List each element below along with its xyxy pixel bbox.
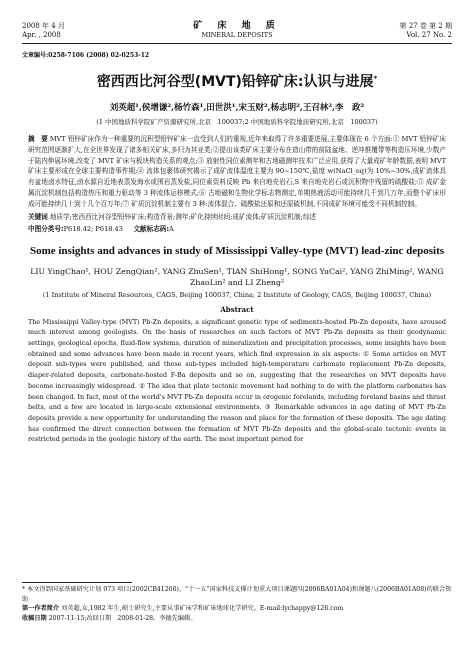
article-number: 文章编号:0258-7106 (2008) 02-0253-12 — [22, 52, 150, 59]
doc-code-value: A — [169, 224, 174, 233]
affiliation-cn: (1 中国地质科学院矿产资源研究所,北京 100037;2 中国地质科学院地质研究所,北京 100037) — [96, 118, 378, 126]
title-cn-text: 密西西比河谷型(MVT)铅锌矿床:认识与进展 — [96, 74, 374, 90]
header-volume — [332, 22, 452, 40]
journal-name-cn: 矿 床 地 质 — [193, 21, 281, 31]
classification-value: P618.42; P618.43 — [63, 224, 123, 233]
footnote-dates — [22, 614, 452, 624]
affiliation-en: (1 Institute of Mineral Resources, CAGS, Beijing 100037, China; 2 Institute of Geology, CAGS, Beijing 100037, China) — [42, 290, 432, 299]
authors-en: LIU YingChao¹, HOU ZengQian², YANG ZhuSen¹, TIAN ShiHong¹, SONG YuCai², YANG ZhiMing², WANG ZhaoLin² and LI Zheng² — [30, 266, 444, 287]
authors-cn: 刘英超¹,侯增谦²,杨竹森¹,田世洪¹,宋玉财²,杨志明²,王召林²,李 政² — [109, 103, 365, 113]
keywords-cn-text: 地质学;密西西比河谷型铅锌矿床;构造背景;测年;矿化持续时间;成矿流体;矿质沉淀机制;综述 — [49, 212, 317, 221]
classification-label: 中图分类号: — [28, 224, 64, 233]
footnote-author-text: 刘英超,女,1982 年生,硕士研究生,主要从事矿床学和矿床地球化学研究。E-mail:lychappy@126.com — [61, 605, 344, 612]
footnote-dates-label: 收稿日期 — [22, 614, 47, 622]
header-rule — [22, 43, 452, 44]
article-page — [22, 22, 452, 445]
footnote-author — [22, 604, 452, 614]
title-cn — [22, 71, 452, 91]
journal-name — [142, 22, 332, 40]
running-header — [22, 22, 452, 40]
title-en: Some insights and advances in study of Mississippi Valley-type (MVT) lead-zinc deposits — [29, 244, 445, 257]
journal-name-en: MINERAL DEPOSITS — [201, 31, 273, 39]
keywords-cn-label: 关键词 — [28, 212, 48, 221]
abstract-cn-text: MVT 铅锌矿床作为一种重要的沉积型铅锌矿床一直受到人们的重视,近年来取得了许多重要进展,主要体现在 6 个方面:① MVT 铅锌矿床研究范围逐渐扩大,在全世界发现了诸多相关矿床,多归为其亚类;②提出该类矿床主要分布在造山带的前陆盆地、逆冲推覆带等构造压环境,少数产于陆内伸展环境,改变了 MVT 矿床与板块构造关系的观点;③ 放射性同位素测年和古地磁测年技术广泛应用,获得了大量成矿年龄数据,表明 MVT 矿床主要形成在全球主要构造事件期;④ 流体包裹体研究揭示了成矿流体温度主要为 90~150℃,盐度 w(NaCl_eq)为 10%~30%,成矿流体具有盆地卤水特征,卤水源自近地表蒸发海水或围岩蒸发盐,同位素资料反映 Pb 来自地壳岩石,S 来自地壳岩石或沉积物中残留的硫酸盐;⑤ 成矿金属沉淀机制包括构造热压和重力驱动等 3 种流体运移模式;⑥ 古地磁和生物化学标志物测定,单期热液活动可能持续几千到几万年,而整个矿床形成可能持续几十到十几个百万年;⑦ 矿质沉淀机制主要有 3 种:流体混合、硫酸盐还原和还原硫机制,不同成矿环境可能受不同机制控制。 — [28, 135, 446, 208]
footnote-rule — [22, 582, 132, 583]
doc-code-label: 文献标志码: — [133, 224, 170, 233]
footnote-dates-text: 2007-11-15;改回日期 2008-01-28。李德先编辑。 — [48, 614, 197, 622]
abstract-en-text: The Mississippi Valley-type (MVT) Pb-Zn deposits, a significant genetic type of sediments-hosted Pb-Zn deposits, have aroused much interest among geologists. On the basis of researches on such factors of MVT Pb-Zn deposits as their geodynamic settings, geological epochs, fluid-flow systems, duration of mineralization and precipitation processes, some insights have been obtained and some advances have been made in recent years, which find expression in six aspects: ① Some articles on MVT deposit sub-types were published, and these sub-types included high-temperature carbonate replacement Pb-Zn deposits, diaper-related deposits, carbonate-hosted F-Ba deposits and so on, suggesting that the researches on MVT deposits have become increasingly widespread. ② The idea that plate tectonic movement had nothing to do with the platform carbonates has been changed. In fact, most of the world's MVT Pb-Zn deposits occur in orogenic forelands, including foreland basins and thrust belts, and a few are located in large-scale extensional environments. ③ Remarkable advances in age dating of MVT Pb-Zn deposits provide a new opportunity for understanding the reason and place for the formation of these deposits. The age dating has confirmed the direct connection between the formation of MVT Pb-Zn deposits and the global-scale tectonic events in restricted periods in the geologic history of the earth. The most important period for — [28, 317, 446, 444]
abstract-en-label: Abstract — [220, 304, 254, 314]
footnote-author-label: 第一作者简介 — [22, 605, 60, 612]
abstract-cn-label: 摘 要 — [28, 135, 48, 143]
abstract-cn — [28, 134, 446, 210]
header-date-cn: 2008 年 4 月 — [22, 22, 65, 30]
keywords-cn — [28, 212, 446, 222]
header-volume-cn: 第 27 卷 第 2 期 — [399, 22, 452, 30]
header-volume-en: Vol. 27 No. 2 — [406, 31, 452, 39]
header-date-en: Apr. , 2008 — [22, 31, 61, 39]
footnotes — [22, 582, 452, 623]
header-date — [22, 22, 142, 40]
title-footnote-mark: * — [373, 74, 378, 83]
footnote-fund: * 本文得到国家基础研究计划 973 项目(2002CB41260)、"十一五"国家科技支撑计划重大项目课题四(2006BA01A04)和课题八(2006BA01A08)的联合资助 — [22, 586, 452, 603]
classification-line — [28, 224, 446, 234]
